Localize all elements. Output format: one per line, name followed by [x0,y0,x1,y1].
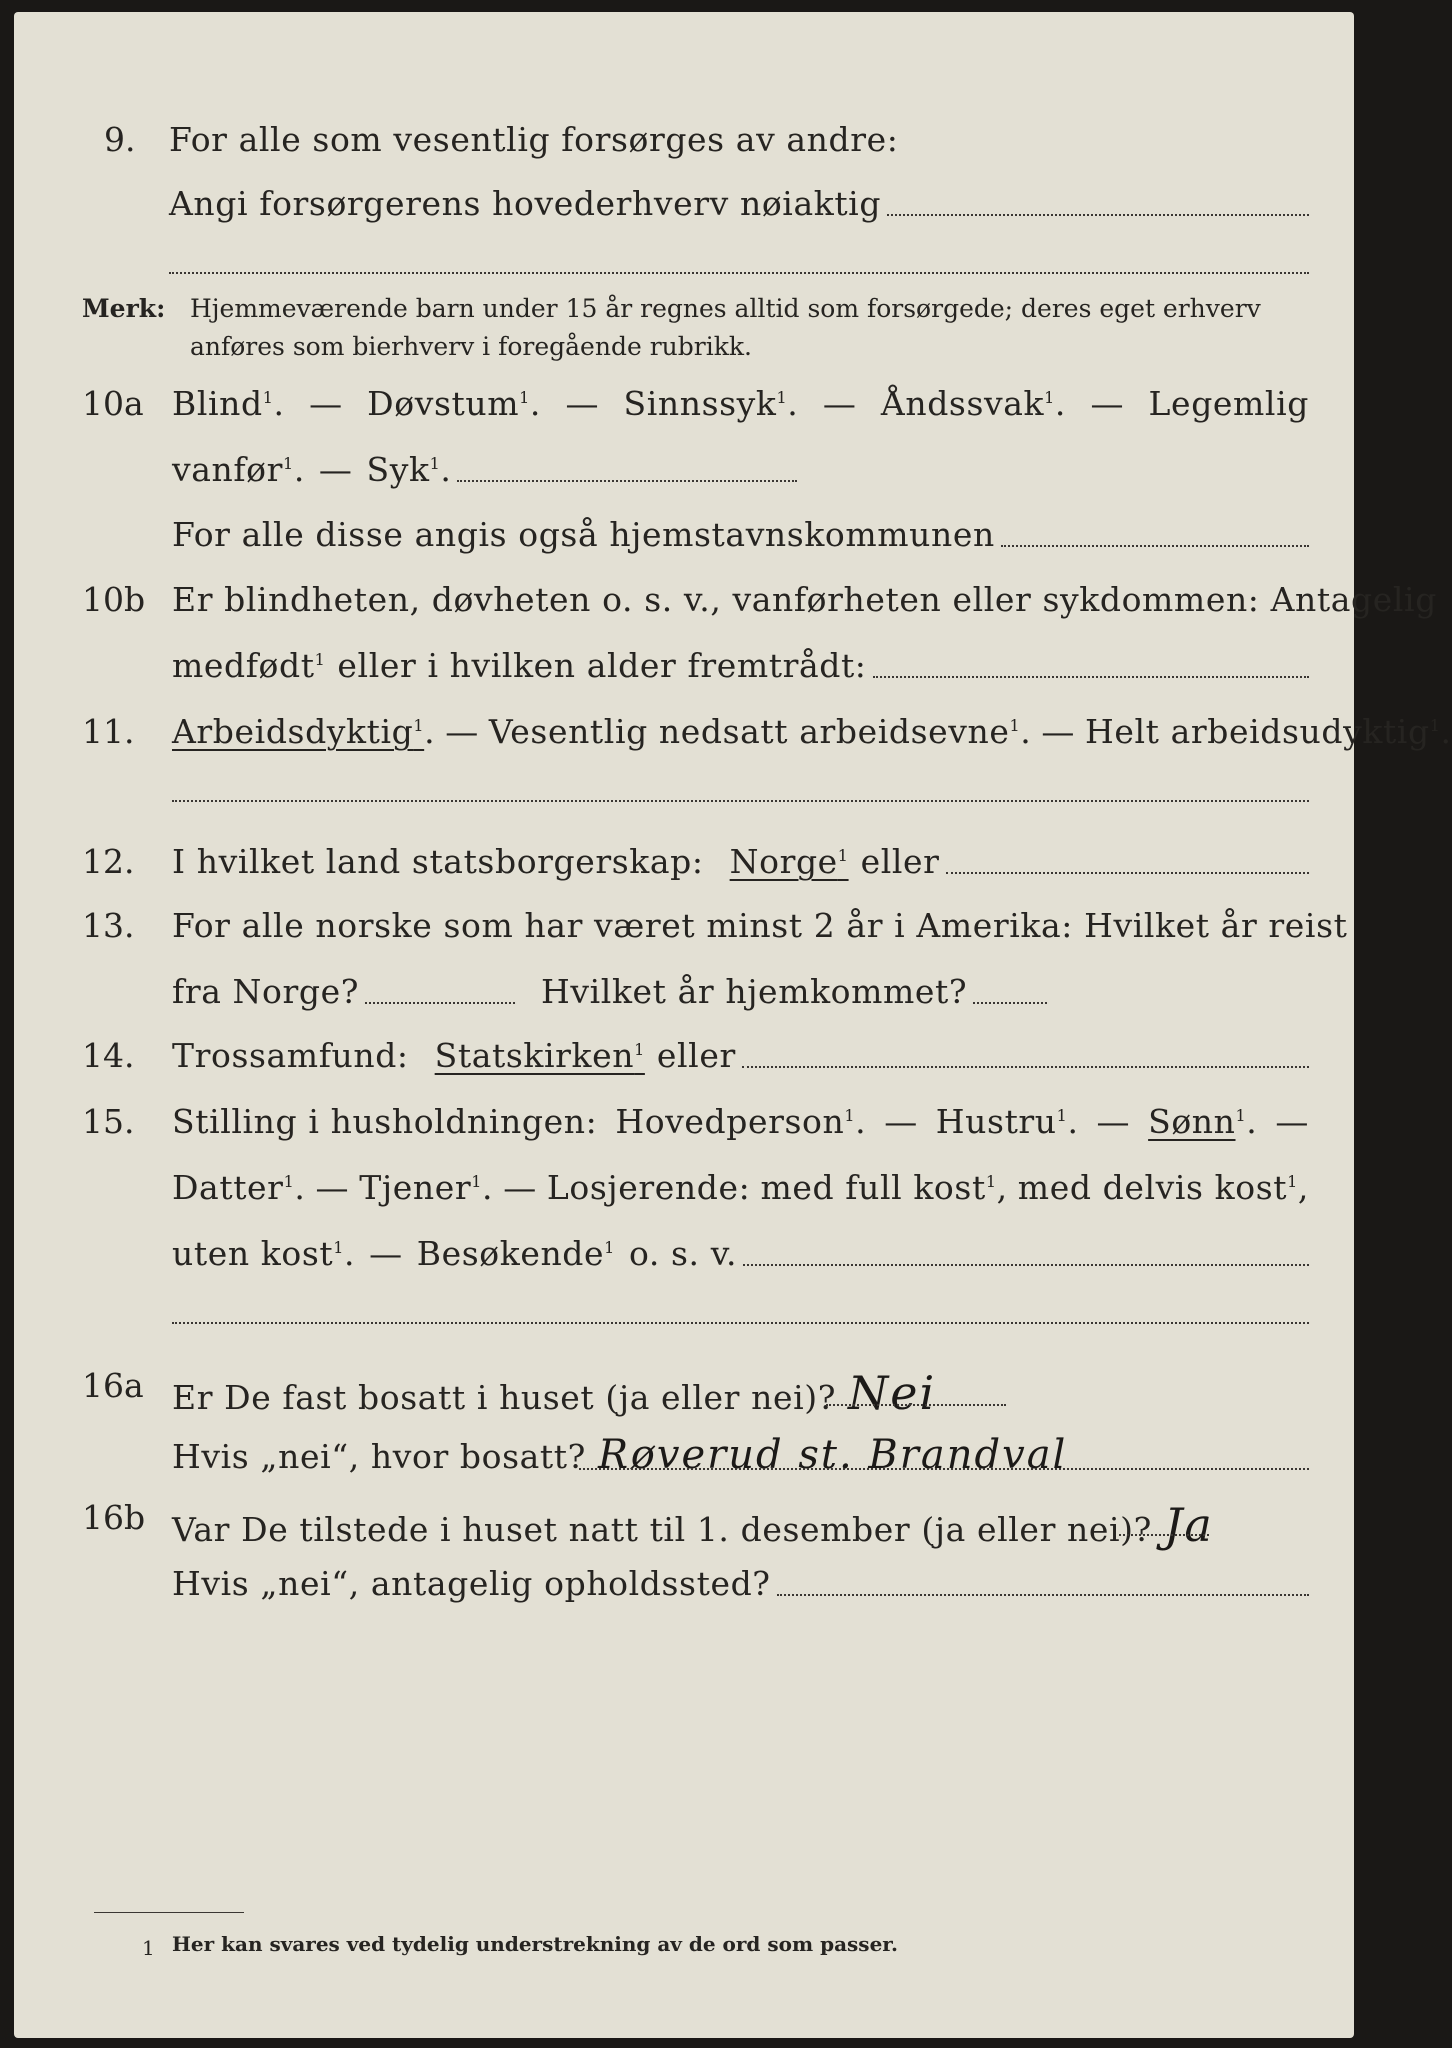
q10a-dash-1: — [309,384,343,423]
q14-statskirken[interactable]: Statskirken$^1$ [434,1036,645,1075]
q16a-question2: Hvis „nei“, hvor bosatt? [172,1437,586,1476]
q13-line1: For alle norske som har været minst 2 år i Amerika: Hvilket år reist [172,906,1348,945]
q10a-dovstum: Døvstum$^1$. [367,384,541,423]
q14-number: 14. [82,1036,135,1075]
q10b-line1: Er blindheten, døvheten o. s. v., vanførheten eller sykdommen: Antagelig [172,580,1437,619]
q11-number: 11. [82,712,135,751]
q16a-question1: Er De fast bosatt i huset (ja eller nei)? [172,1378,836,1417]
footnote-text: Her kan svares ved tydelig understrekning av de ord som passer. [172,1932,898,1956]
q15-besokende: Besøkende$^1$ [416,1234,615,1273]
q15-full-kost: med full kost$^1$, [760,1168,1008,1207]
q13-hjemkommet: Hvilket år hjemkommet? [541,972,968,1011]
q15-datter: Datter$^1$. [172,1168,306,1207]
q15-stilling: Stilling i husholdningen: [172,1102,598,1141]
q13-number: 13. [82,906,135,945]
q16a-field2[interactable] [579,1468,1309,1470]
merk-label: Merk: [82,294,166,323]
q10a-andssvak: Åndssvak$^1$. [880,384,1066,423]
q15-hovedperson: Hovedperson$^1$. [615,1102,867,1141]
q15-uten-kost: uten kost$^1$. [172,1234,356,1273]
census-form-page [14,12,1452,2038]
q10b-line2 [172,646,1309,685]
q10a-line3-text: For alle disse angis også hjemstavnskommunen [172,515,995,554]
q9-answer-field-2[interactable] [169,272,1309,274]
q14-trossamfund-field[interactable] [742,1065,1309,1068]
q10b-medfodt: medfødt$^1$ [172,646,326,685]
footnote-rule [94,1912,244,1913]
q16b-question1: Var De tilstede i huset natt til 1. desember (ja eller nei)? [172,1510,1152,1549]
q13-line2 [172,972,1047,1011]
footnote-mark: 1 [142,1936,155,1960]
q15-line3 [172,1234,1309,1273]
q16a-line2 [172,1432,1067,1478]
q11-arbeidsdyktig[interactable]: Arbeidsdyktig$^1$ [172,712,425,751]
q15-dash-6: — [369,1234,403,1273]
q15-dash-4: — [315,1168,350,1207]
q16a-number: 16a [82,1366,144,1405]
q16b-line1 [172,1498,1214,1552]
q10b-number: 10b [82,580,146,619]
q10a-vanfor: vanfør$^1$. [172,450,305,489]
q16b-answer1[interactable]: Ja [1163,1498,1214,1552]
q12-norge[interactable]: Norge$^1$ [729,842,849,881]
q10a-dash-3: — [822,384,857,423]
q15-osv: o. s. v. [628,1234,738,1273]
q12-text: I hvilket land statsborgerskap: [172,842,704,881]
q15-stilling-field[interactable] [743,1263,1309,1266]
q11-dash-1: — [445,712,479,751]
q9-answer-field[interactable] [887,213,1309,216]
q16a-line1 [172,1366,936,1420]
q9-line2 [169,184,1309,223]
q15-delvis-kost: med delvis kost$^1$, [1017,1168,1309,1207]
q9-line2-text: Angi forsørgerens hovederhverv nøiaktig [169,184,882,223]
q16b-opholdssted-field[interactable] [777,1593,1309,1596]
q11-vesentlig: Vesentlig nedsatt arbeidsevne$^1$. [488,712,1032,751]
q10a-legemlig: Legemlig [1148,384,1309,423]
q15-dash-5: — [503,1168,537,1207]
q13-fra-norge: fra Norge? [172,972,360,1011]
q16b-question2: Hvis „nei“, antagelig opholdssted? [172,1564,771,1603]
q10a-line2 [172,450,797,489]
merk-line1: Hjemmeværende barn under 15 år regnes alltid som forsørgede; deres eget erhverv [190,294,1261,323]
q12-country-field[interactable] [946,871,1309,874]
q16a-answer1[interactable]: Nei [848,1366,937,1420]
q15-dash-1: — [884,1102,918,1141]
q13-hjemkommet-field[interactable] [973,1001,1047,1004]
q10a-number: 10a [82,384,144,423]
q15-number: 15. [82,1102,135,1141]
q16b-number: 16b [82,1498,146,1537]
q9-line1: For alle som vesentlig forsørges av andre: [169,120,899,159]
q10a-hjemstavn-field[interactable] [1001,544,1309,547]
q11-line: Arbeidsdyktig$^1$ . — Vesentlig nedsatt arbeidsevne$^1$. — Helt arbeidsudyktig$^1$. [172,712,1452,751]
q9-number: 9. [104,120,136,159]
q10a-dash-4: — [1090,384,1125,423]
q10b-alder-field[interactable] [873,675,1309,678]
q15-dash-3: — [1275,1102,1309,1141]
q11-answer-field[interactable] [172,800,1309,802]
q10a-sinnssyk: Sinnssyk$^1$. [623,384,799,423]
q13-reist-field[interactable] [365,1001,515,1004]
q15-answer-field-2[interactable] [172,1322,1309,1324]
merk-line2: anføres som bierhverv i foregående rubrikk. [190,332,752,361]
q16a-field1[interactable] [826,1404,1006,1406]
q11-helt: Helt arbeidsudyktig$^1$. [1085,712,1452,751]
q10a-line1 [172,384,1309,423]
q12-eller: eller [860,842,940,881]
q14-line [172,1036,1309,1075]
q10b-line2-text: eller i hvilken alder fremtrådt: [337,646,867,685]
q16a-answer2[interactable]: Røverud st. Brandval [597,1432,1068,1478]
q10a-line3 [172,515,1309,554]
q12-number: 12. [82,842,135,881]
q14-eller: eller [656,1036,736,1075]
q14-text: Trossamfund: [172,1036,409,1075]
q10a-syk: Syk$^1$. [366,450,452,489]
q12-line [172,842,1309,881]
q11-dash-2: — [1041,712,1075,751]
q15-tjener: Tjener$^1$. [359,1168,494,1207]
q10a-dash-2: — [565,384,600,423]
q16b-field1[interactable] [1119,1534,1209,1536]
q15-hustru: Hustru$^1$. [935,1102,1079,1141]
q15-dash-2: — [1096,1102,1131,1141]
q15-sonn[interactable]: Sønn$^1$. [1148,1102,1258,1141]
q15-losjerende: Losjerende: [546,1168,751,1207]
q10a-syk-field[interactable] [457,479,797,482]
q10a-blind: Blind$^1$. [172,384,285,423]
q15-line2 [172,1168,1309,1207]
q15-line1 [172,1102,1309,1141]
q16b-line2 [172,1564,1309,1603]
q10a-dash-5: — [318,450,353,489]
